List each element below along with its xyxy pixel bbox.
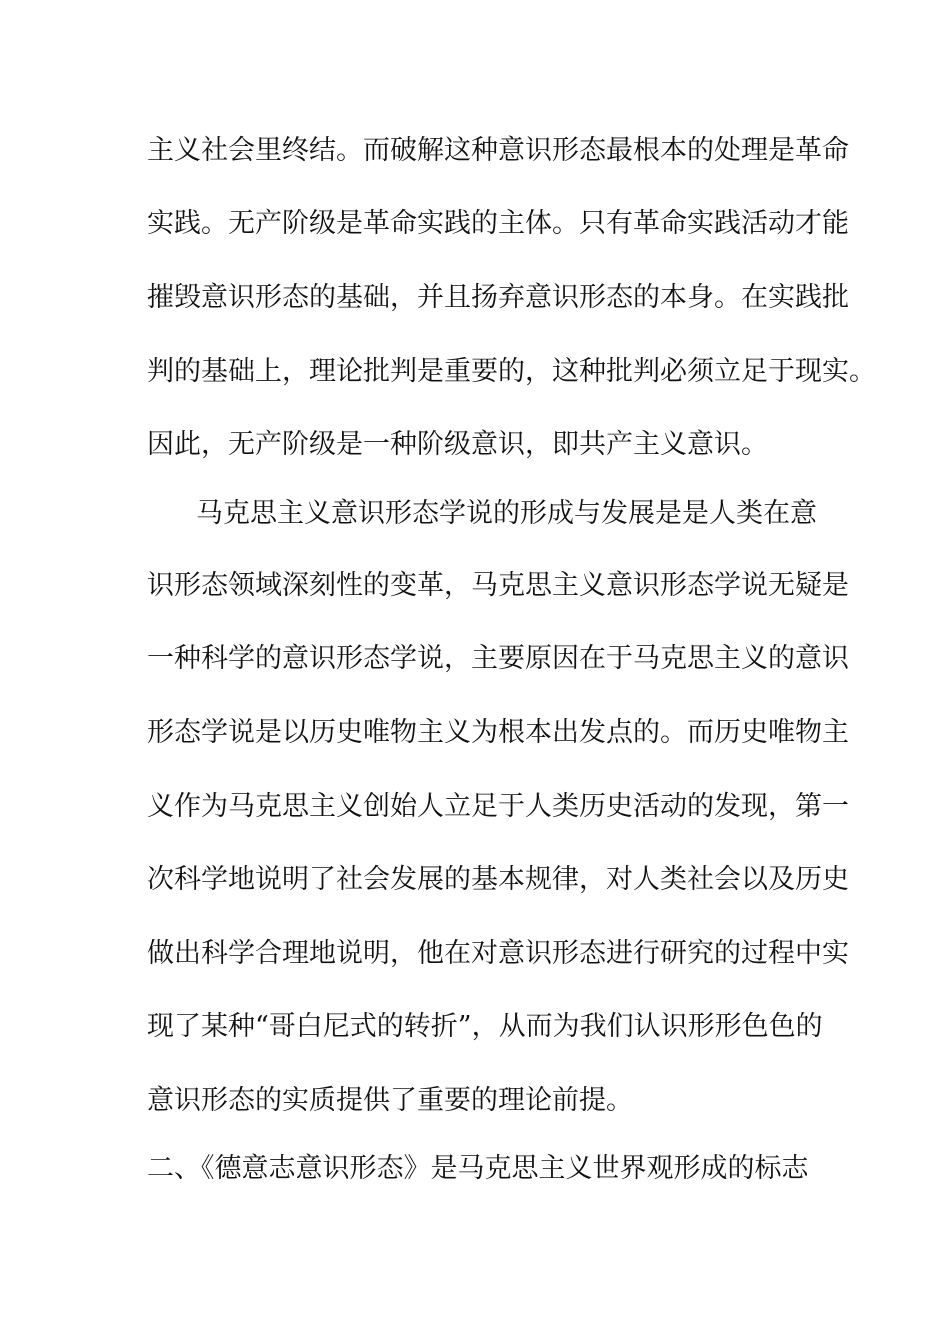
text-line: 摧毁意识形态的基础，并且扬弃意识形态的本身。在实践批 [147, 282, 849, 313]
text-line: 判的基础上，理论批判是重要的，这种批判必须立足于现实。 [147, 356, 876, 387]
text-line: 因此，无产阶级是一种阶级意识，即共产主义意识。 [147, 429, 768, 460]
text-line: 意识形态的实质提供了重要的理论前提。 [147, 1085, 633, 1116]
text-line: 做出科学合理地说明，他在对意识形态进行研究的过程中实 [147, 938, 849, 969]
text-line: 主义社会里终结。而破解这种意识形态最根本的处理是革命 [147, 135, 849, 166]
text-line: 次科学地说明了社会发展的基本规律，对人类社会以及历史 [147, 864, 849, 895]
text-line: 马克思主义意识形态学说的形成与发展是是人类在意 [196, 498, 817, 529]
text-line: 现了某种“哥白尼式的转折”，从而为我们认识形形色色的 [147, 1011, 823, 1042]
text-line: 一种科学的意识形态学说，主要原因在于马克思主义的意识 [147, 643, 849, 674]
text-line: 义作为马克思主义创始人立足于人类历史活动的发现，第一 [147, 791, 849, 822]
text-line: 识形态领域深刻性的变革，马克思主义意识形态学说无疑是 [147, 570, 849, 601]
text-line: 实践。无产阶级是革命实践的主体。只有革命实践活动才能 [147, 208, 849, 239]
text-line: 形态学说是以历史唯物主义为根本出发点的。而历史唯物主 [147, 717, 849, 748]
section-heading: 二、《德意志意识形态》是马克思主义世界观形成的标志 [147, 1153, 809, 1184]
